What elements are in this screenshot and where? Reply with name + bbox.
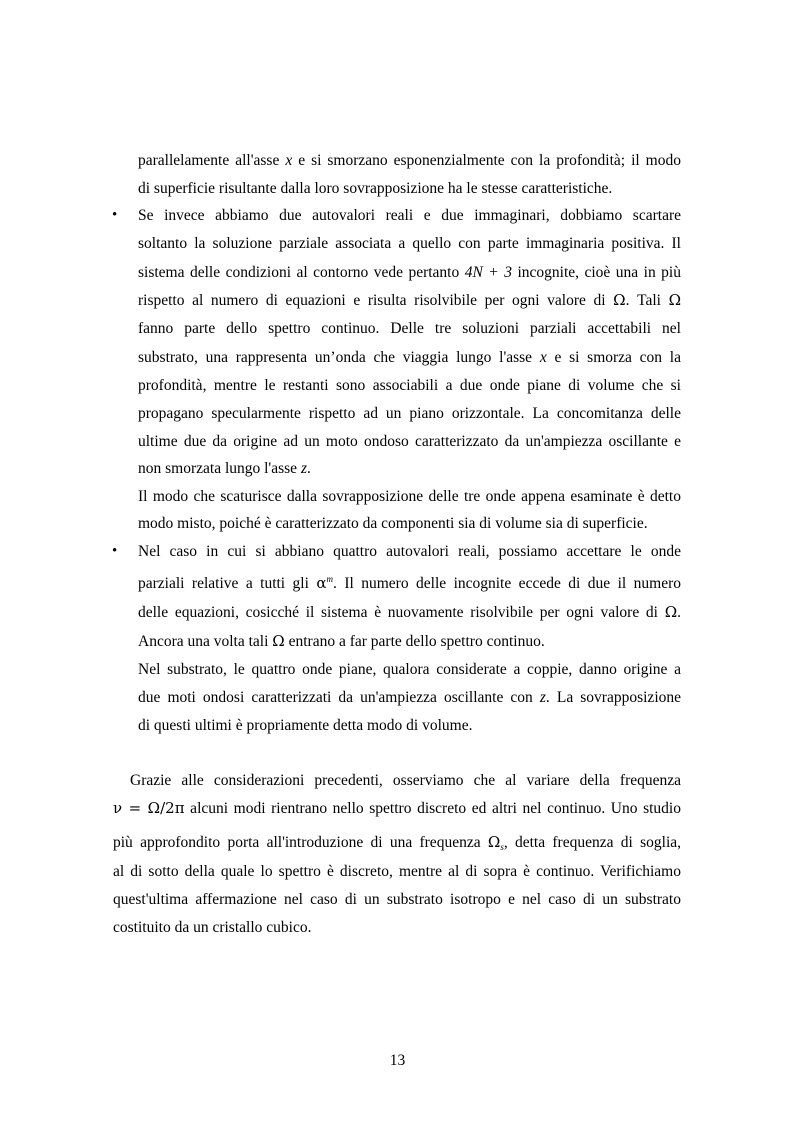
text-line: quest'ultima affermazione nel caso di un substrato isotropo e nel caso di un substrato <box>113 891 681 908</box>
text-line: non smorzata lungo l'asse z. <box>138 460 311 477</box>
text-line: costituito da un cristallo cubico. <box>113 919 312 936</box>
text-line: propagano specularmente rispetto ad un piano orizzontale. La concomitanza delle <box>138 405 681 422</box>
math-symbol: Ω <box>272 632 285 650</box>
math-symbol: Ω <box>613 291 626 309</box>
bullet-marker: • <box>112 543 118 559</box>
text-line: ν = Ω/2π alcuni modi rientrano nello spettro discreto ed altri nel continuo. Uno studio <box>113 799 681 817</box>
text-line: soltanto la soluzione parziale associata a quello con parte immaginaria positiva. Il <box>138 235 681 252</box>
text-line: Nel substrato, le quattro onde piane, qualora considerate a coppie, danno origine a <box>138 661 681 678</box>
text-line: Nel caso in cui si abbiano quattro autovalori reali, possiamo accettare le onde <box>138 543 681 560</box>
math-symbol: α <box>316 574 327 592</box>
math-symbol: Ω <box>668 291 681 309</box>
text-line: substrato, una rappresenta un’onda che viaggia lungo l'asse x e si smorza con la <box>138 349 681 366</box>
math-symbol: Ω <box>487 833 501 851</box>
text-line: più approfondito porta all'introduzione di una frequenza $\Omega_s$, detta frequenza di soglia, <box>113 833 682 852</box>
text-line: Se invece abbiamo due autovalori reali e due immaginari, dobbiamo scartare <box>138 207 681 224</box>
text-line: Ancora una volta tali Ω entrano a far parte dello spettro continuo. <box>138 632 545 650</box>
math-expression: ν = Ω/2π <box>113 799 185 817</box>
text-line: modo misto, poiché è caratterizzato da componenti sia di volume sia di superficie. <box>138 515 648 532</box>
text-line: Grazie alle considerazioni precedenti, osserviamo che al variare della frequenza <box>130 772 681 789</box>
text-line: rispetto al numero di equazioni e risulta risolvibile per ogni valore di Ω. Tali Ω <box>138 291 681 309</box>
text-line: parziali relative a tutti gli $\alpha^m$. Il numero delle incognite eccede di due il numero <box>138 574 681 592</box>
text-line: di questi ultimi è propriamente detta modo di volume. <box>138 717 473 734</box>
page-number: 13 <box>389 1052 406 1069</box>
text-line: fanno parte dello spettro continuo. Delle tre soluzioni parziali accettabili nel <box>138 320 681 337</box>
text-line: sistema delle condizioni al contorno vede pertanto 4N + 3 incognite, cioè una in più <box>138 264 681 281</box>
text-line: due moti ondosi caratterizzati da un'ampiezza oscillante con z. La sovrapposizione <box>138 689 681 706</box>
text-line: ultime due da origine ad un moto ondoso caratterizzato da un'ampiezza oscillante e <box>138 433 681 450</box>
text-line: delle equazioni, cosicché il sistema è nuovamente risolvibile per ogni valore di Ω. <box>138 603 681 621</box>
text-line: parallelamente all'asse x e si smorzano esponenzialmente con la profondità; il modo <box>138 152 681 169</box>
text-line: al di sotto della quale lo spettro è discreto, mentre al di sopra è continuo. Verifichiamo <box>113 863 681 880</box>
math-symbol: Ω <box>664 603 678 621</box>
text-line: profondità, mentre le restanti sono associabili a due onde piane di volume che si <box>138 377 681 394</box>
math-expression: 4N + 3 <box>464 264 512 281</box>
bullet-marker: • <box>112 207 118 223</box>
text-line: Il modo che scaturisce dalla sovrapposizione delle tre onde appena esaminate è detto <box>138 488 681 505</box>
text-line: di superficie risultante dalla loro sovrapposizione ha le stesse caratteristiche. <box>138 180 613 197</box>
